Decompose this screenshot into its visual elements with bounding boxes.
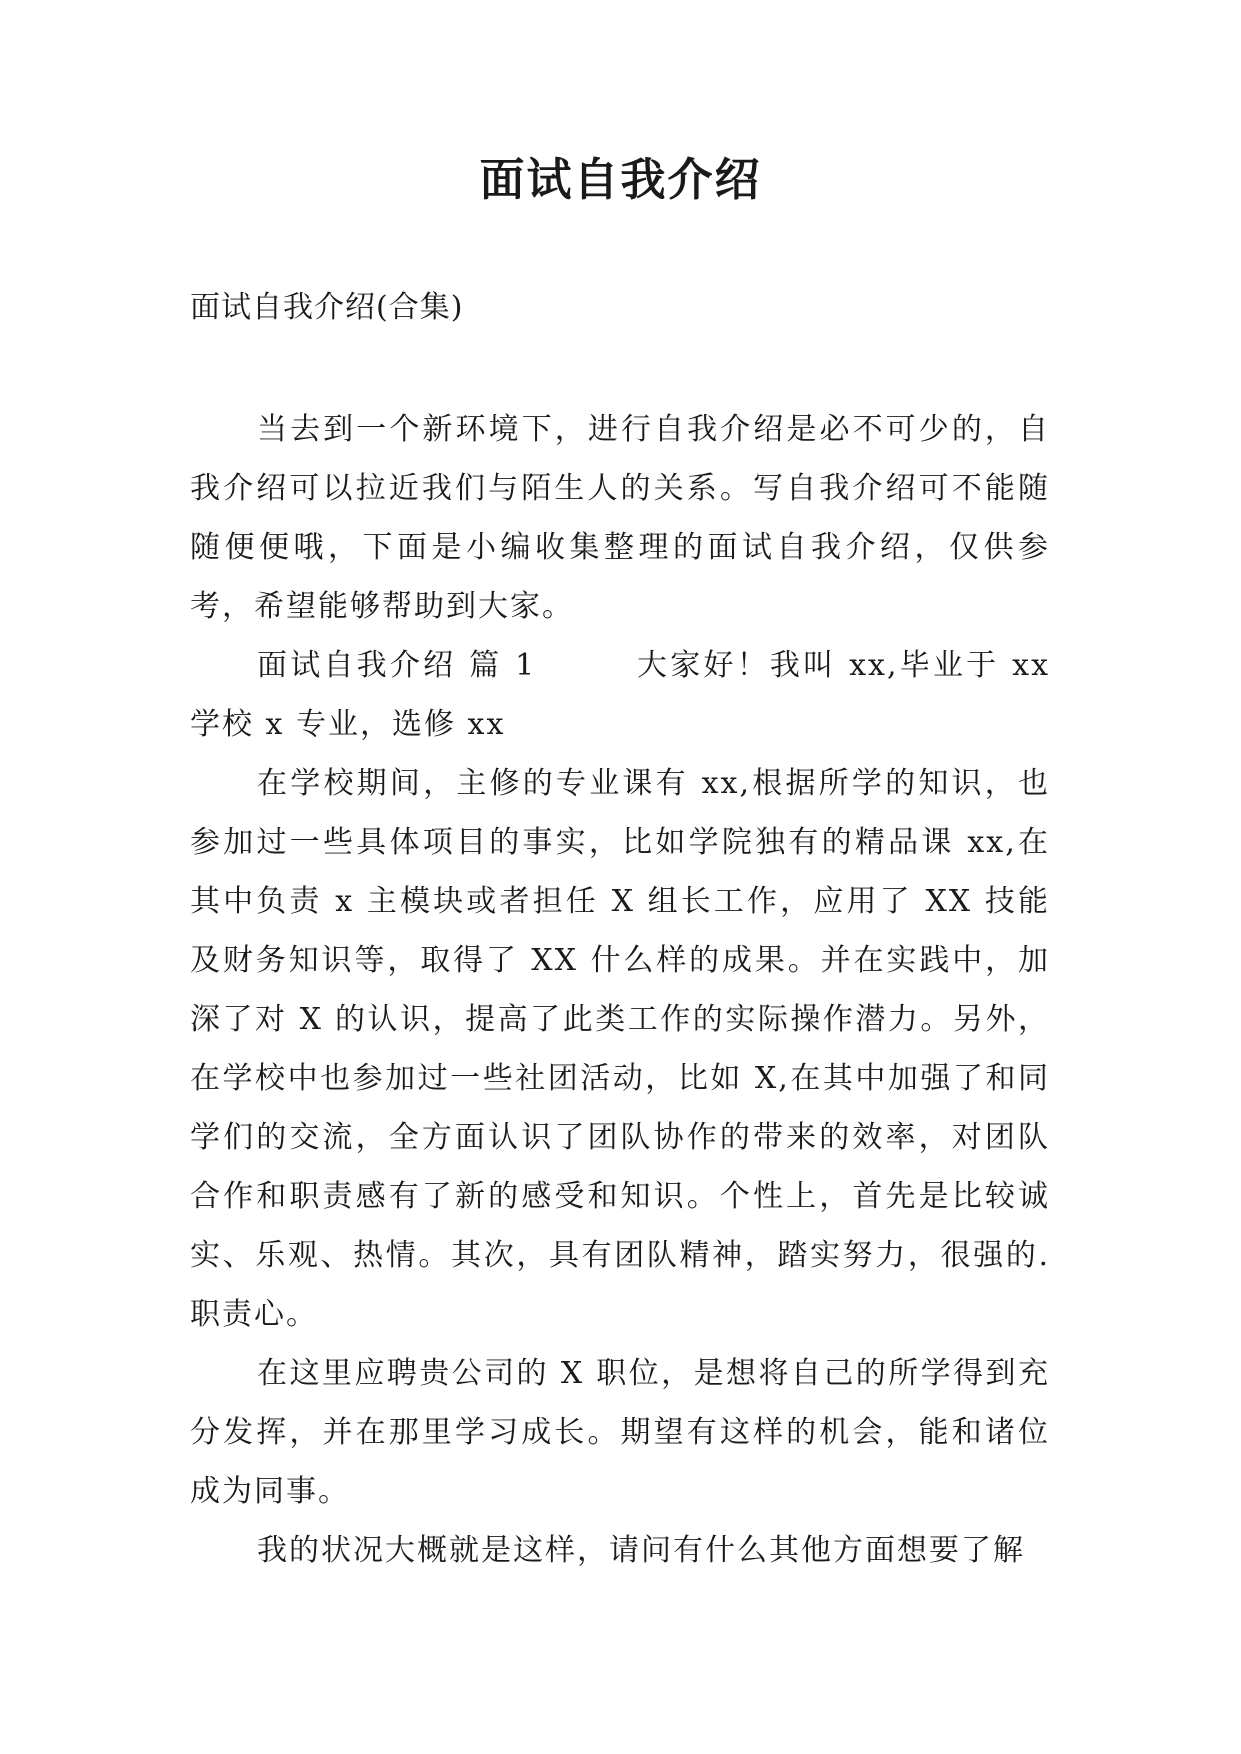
document-title: 面试自我介绍	[479, 153, 762, 206]
document-body	[190, 400, 1050, 1580]
paragraph-section-1-heading: 面试自我介绍 篇 1 大家好！我叫 xx,毕业于 xx 学校 x 专业，选修 xx	[190, 648, 1050, 742]
paragraph-intro: 当去到一个新环境下，进行自我介绍是必不可少的，自我介绍可以拉近我们与陌生人的关系。写自我介绍可不能随随便便哦，下面是小编收集整理的面试自我介绍，仅供参考，希望能够帮助到大家。	[190, 412, 1050, 624]
paragraph-closing: 我的状况大概就是这样，请问有什么其他方面想要了解	[257, 1533, 1025, 1568]
document-subtitle: 面试自我介绍(合集)	[190, 290, 464, 325]
paragraph-job-application: 在这里应聘贵公司的 X 职位，是想将自己的所学得到充分发挥，并在那里学习成长。期望有这样的机会，能和诸位成为同事。	[190, 1356, 1050, 1509]
paragraph-school-experience: 在学校期间，主修的专业课有 xx,根据所学的知识，也参加过一些具体项目的事实，比如学院独有的精品课 xx,在其中负责 x 主模块或者担任 X 组长工作，应用了 XX 技能及财务知识等，取得了 XX 什么样的成果。并在实践中，加深了对 X 的认识，提高了此类工作的实际操作潜力。另外，在学校中也参加过一些社团活动，比如 X,在其中加强了和同学们的交流，全方面认识了团队协作的带来的效率，对团队合作和职责感有了新的感受和知识。个性上，首先是比较诚实、乐观、热情。其次，具有团队精神，踏实努力，很强的.职责心。	[190, 766, 1050, 1332]
